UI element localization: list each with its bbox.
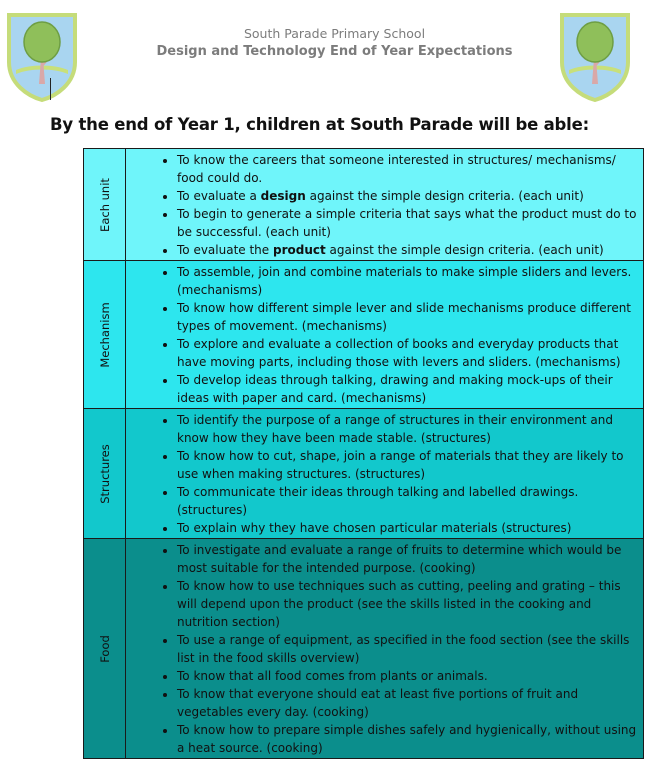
- text-cursor: [50, 78, 51, 100]
- section-content-cell: [126, 149, 644, 261]
- expectation-text: To communicate their ideas through talking and labelled drawings. (structures): [177, 485, 579, 517]
- expectation-text: against the simple design criteria. (each unit): [305, 189, 584, 203]
- expectation-text: To identify the purpose of a range of structures in their environment and know how they have been made stable. (structures): [177, 413, 613, 445]
- expectation-text: To know that everyone should eat at least five portions of fruit and vegetables every day. (cooking): [177, 687, 579, 719]
- expectation-emphasis: design: [260, 189, 306, 203]
- expectation-item: [177, 299, 637, 335]
- school-name: South Parade Primary School: [243, 26, 426, 41]
- section-row: [84, 149, 644, 261]
- expectation-list: [126, 261, 643, 408]
- expectation-text: To evaluate a: [177, 189, 261, 203]
- expectation-text: To assemble, join and combine materials to make simple sliders and levers. (mechanisms): [177, 265, 632, 297]
- section-label-cell: [84, 409, 126, 539]
- expectation-list: [126, 409, 643, 538]
- expectation-list: [126, 149, 643, 260]
- expectation-item: [177, 631, 637, 667]
- section-row: [84, 539, 644, 759]
- document-title: Design and Technology End of Year Expectations: [156, 44, 513, 59]
- expectations-table: [83, 148, 644, 759]
- expectation-item: [177, 371, 637, 407]
- expectation-text: To know that all food comes from plants or animals.: [177, 669, 488, 683]
- section-label: Food: [97, 634, 112, 663]
- expectation-item: [177, 411, 637, 447]
- section-row: [84, 261, 644, 409]
- expectation-text: To explore and evaluate a collection of books and everyday products that have moving parts, including those with levers and sliders. (mechanisms): [177, 337, 621, 369]
- expectation-text: To evaluate the: [177, 243, 273, 257]
- expectation-item: [177, 447, 637, 483]
- section-content-cell: [126, 539, 644, 759]
- expectation-text: against the simple design criteria. (each unit): [325, 243, 604, 257]
- expectation-emphasis: product: [273, 243, 326, 257]
- section-label: Each unit: [97, 177, 112, 232]
- expectation-item: [177, 577, 637, 631]
- section-content-cell: [126, 261, 644, 409]
- expectation-item: [177, 335, 637, 371]
- section-row: [84, 409, 644, 539]
- expectation-item: [177, 519, 637, 537]
- section-label-cell: [84, 539, 126, 759]
- expectation-text: To begin to generate a simple criteria that says what the product must do to be successful. (each unit): [177, 207, 637, 239]
- expectation-text: To use a range of equipment, as specified in the food section (see the skills list in the food skills overview): [177, 633, 630, 665]
- expectation-item: [177, 721, 637, 757]
- expectation-text: To develop ideas through talking, drawing and making mock-ups of their ideas with paper and card. (mechanisms): [177, 373, 613, 405]
- expectation-text: To know how to use techniques such as cutting, peeling and grating – this will depend upon the product (see the skills listed in the cooking and nutrition section): [177, 579, 621, 629]
- expectation-item: [177, 205, 637, 241]
- page-heading: By the end of Year 1, children at South Parade will be able:: [50, 115, 590, 134]
- expectation-item: [177, 241, 637, 259]
- expectation-item: [177, 541, 637, 577]
- expectation-text: To know how to prepare simple dishes safely and hygienically, without using a heat source. (cooking): [177, 723, 637, 755]
- expectation-item: [177, 263, 637, 299]
- expectation-item: [177, 685, 637, 721]
- expectation-item: [177, 667, 637, 685]
- expectation-list: [126, 539, 643, 758]
- section-label: Mechanism: [97, 301, 112, 368]
- expectation-item: [177, 483, 637, 519]
- expectation-text: To know how different simple lever and slide mechanisms produce different types of movement. (mechanisms): [177, 301, 632, 333]
- expectation-text: To explain why they have chosen particular materials (structures): [177, 521, 572, 535]
- section-label: Structures: [97, 443, 112, 504]
- expectation-text: To investigate and evaluate a range of fruits to determine which would be most suitable for the intended purpose. (cooking): [177, 543, 622, 575]
- section-label-cell: [84, 261, 126, 409]
- expectation-text: To know how to cut, shape, join a range of materials that they are likely to use when making structures. (structures): [177, 449, 624, 481]
- expectation-text: To know the careers that someone interested in structures/ mechanisms/ food could do.: [177, 153, 616, 185]
- expectation-item: [177, 187, 637, 205]
- section-content-cell: [126, 409, 644, 539]
- expectation-item: [177, 151, 637, 187]
- section-label-cell: [84, 149, 126, 261]
